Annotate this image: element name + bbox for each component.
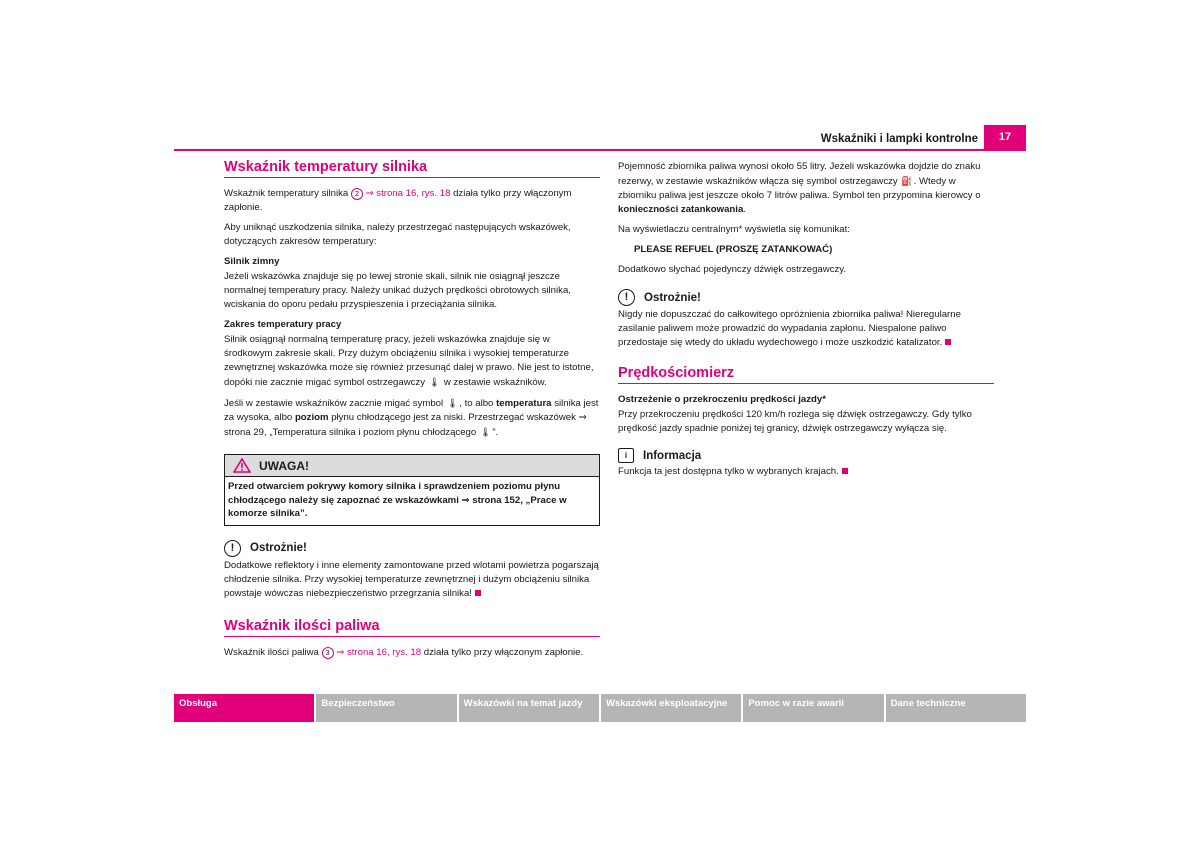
fuel-intro <box>224 646 600 660</box>
bold-term-temperature: temperatura <box>496 398 552 409</box>
caution-text <box>224 559 600 601</box>
right-column <box>618 160 994 485</box>
left-column <box>224 160 600 666</box>
info-header <box>618 448 994 463</box>
section-end-marker <box>475 590 481 596</box>
text: Dodatkowe reflektory i inne elementy zamontowane przed wlotami powietrza pogarszają chłodzenie silnika. Przy wysokiej temperaturze zewnętrznej i dużym obciążeniu silnika powstaje wówczas niebezpieczeństwo przegrzania silnika! <box>224 559 599 599</box>
operating-range-heading: Zakres temperatury pracy <box>224 319 342 330</box>
text: silnika jest za wysoka, albo <box>224 398 599 423</box>
caution-header <box>618 289 994 306</box>
warning-text: Przed otwarciem pokrywy komory silnika i sprawdzeniem poziomu płynu chłodzącego należy się zapoznać ze wskazówkami ⇒ strona 152, „Prace w komorze silnika”. <box>228 481 567 519</box>
caution-text <box>618 308 994 350</box>
caution-exclamation-icon: ! <box>618 289 635 306</box>
figure-reference-link[interactable]: ⇒ strona 16, rys. 18 <box>336 646 422 658</box>
text: Wskaźnik temperatury silnika <box>224 188 349 199</box>
operating-range-text <box>224 333 600 390</box>
figure-callout-2: 2 <box>351 188 363 200</box>
header-divider <box>174 149 1026 151</box>
coolant-temperature-icon: 🌡 <box>428 377 441 387</box>
warning-title: UWAGA! <box>259 458 309 473</box>
fuel-section-title: Wskaźnik ilości paliwa <box>224 619 600 637</box>
text: Wskaźnik ilości paliwa <box>224 646 319 658</box>
bold-term-level: poziom <box>294 412 329 423</box>
caution-header <box>224 540 600 557</box>
speed-warning-heading: Ostrzeżenie o przekroczeniu prędkości jazdy* <box>618 394 826 405</box>
caution-title: Ostrożnie! <box>644 291 701 304</box>
cold-engine-text: Jeżeli wskazówka znajduje się po lewej stronie skali, silnik nie osiągnął jeszcze normalnej temperatury pracy. Należy unikać dużych prędkości obrotowych silnika, wciskania do oporu pedału przyspieszenia i przeciążania silnika. <box>224 271 571 310</box>
tab-obsluga[interactable]: Obsługa <box>174 694 314 722</box>
info-icon: i <box>618 448 634 463</box>
text: Pojemność zbiornika paliwa wynosi około 55 litry. Jeżeli wskazówka dojdzie do znaku rezerwy, w zestawie wskaźników włącza się symbol ostrzegawczy <box>618 161 981 187</box>
text: Funkcja ta jest dostępna tylko w wybranych krajach. <box>618 466 839 477</box>
page-number: 17 <box>984 125 1026 149</box>
text: , to albo <box>459 398 494 409</box>
text: . Wtedy w zbiorniku paliwa jest jeszcze około 7 litrów paliwa. Symbol ten przypomina kierowcy o <box>618 176 981 201</box>
warning-header <box>225 455 599 477</box>
text: w zestawie wskaźników. <box>443 377 547 388</box>
blinking-symbol-text <box>224 396 600 440</box>
text: Nigdy nie dopuszczać do całkowitego opróżnienia zbiornika paliwa! Nieregularne zasilanie paliwem może prowadzić do wypadania zapłonu. Niespalone paliwo przedostaje się wtedy do układu wydechowego i może uszkodzić katalizator. <box>618 309 961 348</box>
text: działa tylko przy włączonym zapłonie. <box>423 646 584 658</box>
text: . <box>743 204 746 215</box>
temperature-advice: Aby uniknąć uszkodzenia silnika, należy przestrzegać następujących wskazówek, dotyczących zakresów temperatury: <box>224 222 571 247</box>
figure-callout-3: 3 <box>322 647 334 659</box>
text: Jeśli w zestawie wskaźników zacznie migać symbol <box>224 398 444 409</box>
tab-wskazowki-eksploatacyjne[interactable]: Wskazówki eksploatacyjne <box>601 694 741 722</box>
display-message: PLEASE REFUEL (PROSZĘ ZATANKOWAĆ) <box>634 244 833 255</box>
coolant-temperature-icon: 🌡 <box>479 427 492 437</box>
sound-text: Dodatkowo słychać pojedynczy dźwięk ostrzegawczy. <box>618 264 847 275</box>
tab-bezpieczenstwo[interactable]: Bezpieczeństwo <box>316 694 456 722</box>
caution-title: Ostrożnie! <box>250 542 307 554</box>
text[interactable]: płynu chłodzącego jest za niski. Przestrzegać wskazówek ⇒ strona 29, „Temperatura silnika i poziom płynu chłodzącego <box>224 412 587 438</box>
text: działa tylko przy włączonym zapłonie. <box>224 188 572 213</box>
tank-capacity-text <box>618 160 994 217</box>
speedometer-section-title: Prędkościomierz <box>618 366 994 384</box>
tab-dane-techniczne[interactable]: Dane techniczne <box>886 694 1026 722</box>
tab-pomoc-awarii[interactable]: Pomoc w razie awarii <box>743 694 883 722</box>
temperature-intro <box>224 187 600 215</box>
warning-triangle-icon <box>233 458 251 473</box>
bold-term-refuel: konieczności zatankowania <box>618 204 744 215</box>
text: ”. <box>492 427 499 438</box>
text: Silnik osiągnął normalną temperaturę pracy, jeżeli wskazówka znajduje się w środkowym zakresie skali. Przy dużym obciążeniu silnika i wysokiej temperaturze zewnętrznej wskazówka może się również przesunąć dalej w prawo. Nie jest to istotne, dopóki nie zacznie migać symbol ostrzegawczy <box>224 334 594 388</box>
caution-exclamation-icon: ! <box>224 540 241 557</box>
section-end-marker <box>842 468 848 474</box>
section-end-marker <box>945 339 951 345</box>
info-text <box>618 465 994 479</box>
cold-engine-heading: Silnik zimny <box>224 256 280 267</box>
info-title: Informacja <box>643 449 702 462</box>
figure-reference-link[interactable]: ⇒ strona 16, rys. 18 <box>365 188 451 199</box>
speed-warning-text: Przy przekroczeniu prędkości 120 km/h rozlega się dźwięk ostrzegawczy. Gdy tylko prędkość jazdy spadnie poniżej tej granicy, dźwięk ostrzegawczy wyłącza się. <box>618 409 972 434</box>
fuel-pump-icon: ⛽ <box>901 176 913 186</box>
warning-box <box>224 454 600 526</box>
display-intro: Na wyświetlaczu centralnym* wyświetla się komunikat: <box>618 224 850 235</box>
coolant-temperature-icon: 🌡 <box>446 398 459 408</box>
chapter-navigation <box>174 694 1026 722</box>
tab-wskazowki-jazdy[interactable]: Wskazówki na temat jazdy <box>459 694 599 722</box>
page-header-title: Wskaźniki i lampki kontrolne <box>820 133 978 145</box>
temperature-section-title: Wskaźnik temperatury silnika <box>224 160 600 178</box>
